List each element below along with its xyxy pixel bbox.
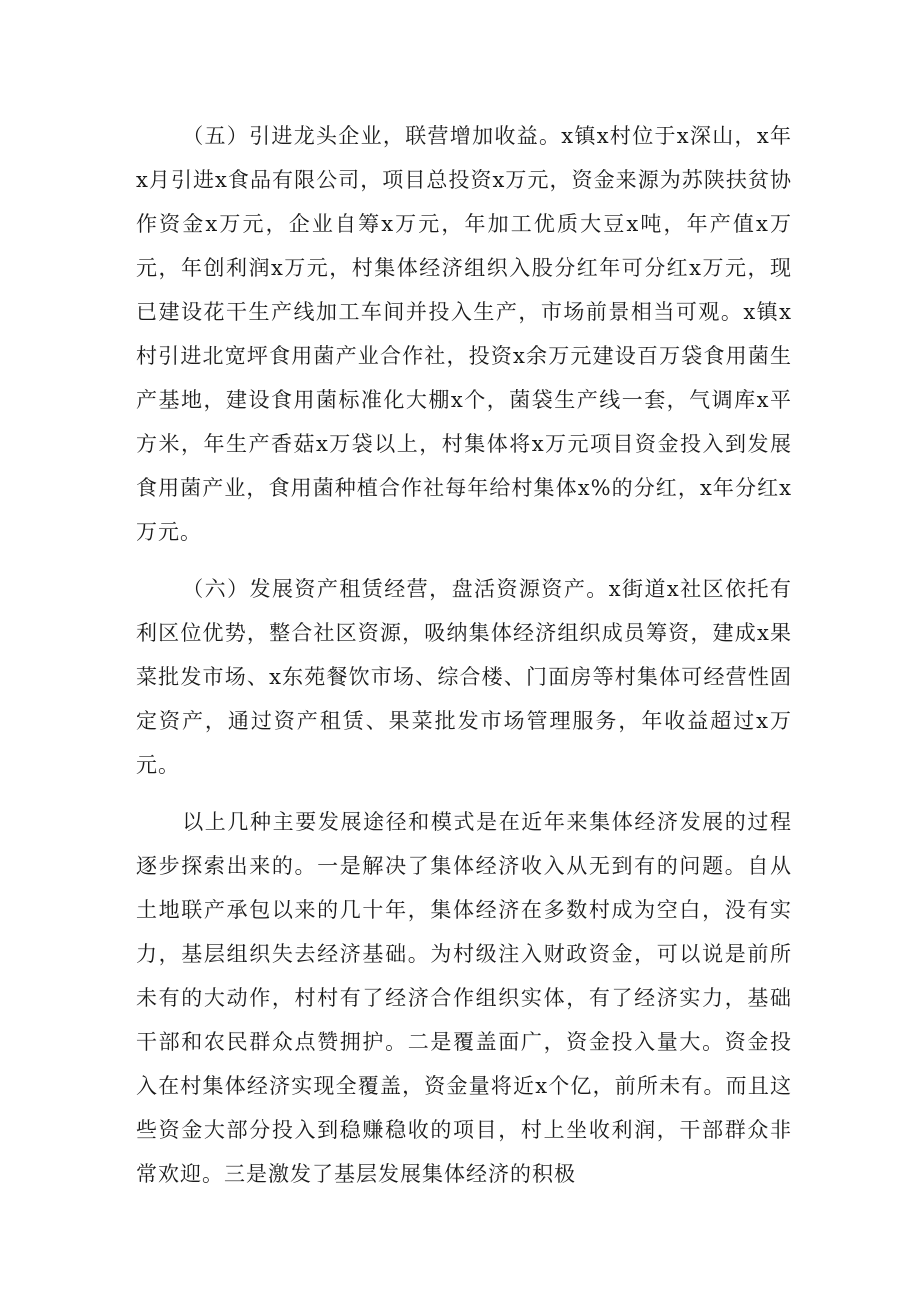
paragraph-six-asset-leasing: （六）发展资产租赁经营，盘活资源资产。x街道x社区依托有利区位优势，整合社区资源，吸纳集体经济组织成员筹资，建成x果菜批发市场、x东苑餐饮市场、综合楼、门面房等村集体可经营性固定资产，通过资产租赁、果菜批发市场管理服务，年收益超过x万元。 — [136, 577, 792, 777]
paragraph-five-leading-enterprise: （五）引进龙头企业，联营增加收益。x镇x村位于x深山，x年x月引进x食品有限公司，项目总投资x万元，资金来源为苏陕扶贫协作资金x万元，企业自筹x万元，年加工优质大豆x吨，年产值x万元，年创利润x万元，村集体经济组织入股分红年可分红x万元，现已建设花干生产线加工车间并投入生产，市场前景相当可观。x镇x村引进北宽坪食用菌产业合作社，投资x余万元建设百万袋食用菌生产基地，建设食用菌标准化大棚x个，菌袋生产线一套，气调库x平方米，年生产香菇x万袋以上，村集体将x万元项目资金投入到发展食用菌产业，食用菌种植合作社每年给村集体x%的分红，x年分红x万元。 — [136, 124, 792, 544]
document-body — [136, 114, 792, 1196]
paragraph-summary: 以上几种主要发展途径和模式是在近年来集体经济发展的过程逐步探索出来的。一是解决了集体经济收入从无到有的问题。自从土地联产承包以来的几十年，集体经济在多数村成为空白，没有实力，基层组织失去经济基础。为村级注入财政资金，可以说是前所未有的大动作，村村有了经济合作组织实体，有了经济实力，基础干部和农民群众点赞拥护。二是覆盖面广，资金投入量大。资金投入在村集体经济实现全覆盖，资金量将近x个亿，前所未有。而且这些资金大部分投入到稳赚稳收的项目，村上坐收利润，干部群众非常欢迎。三是激发了基层发展集体经济的积极 — [136, 810, 792, 1186]
